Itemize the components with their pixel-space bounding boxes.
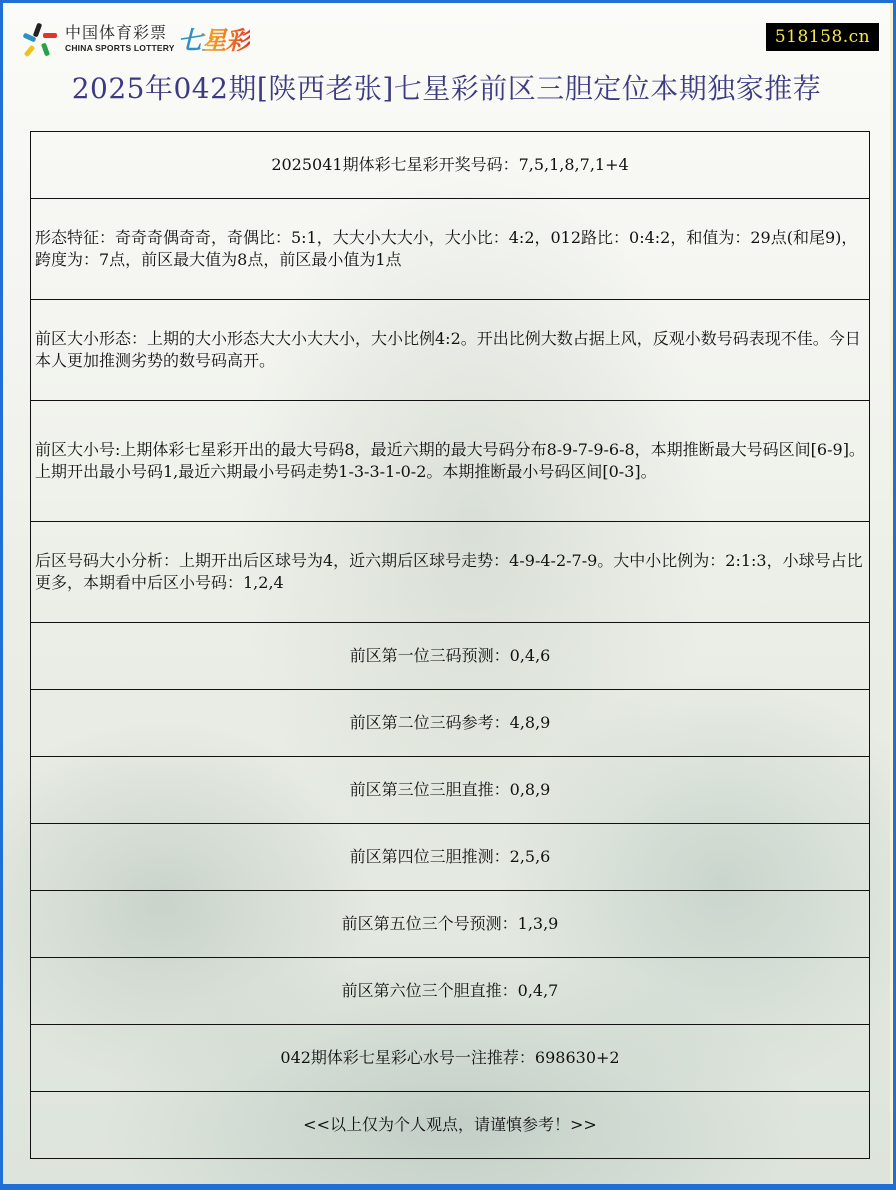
table-row xyxy=(31,522,870,623)
table-row xyxy=(31,1092,870,1159)
pattern-features: 形态特征：奇奇奇偶奇奇，奇偶比：5:1，大大小大大小，大小比：4:2，012路比：0:4:2，和值为：29点(和尾9)，跨度为：7点，前区最大值为8点，前区最小值为1点 xyxy=(31,199,870,300)
back-zone-analysis: 后区号码大小分析：上期开出后区球号为4，近六期后区球号走势：4-9-4-2-7-9。大中小比例为：2:1:3，小球号占比更多，本期看中后区小号码：1,2,4 xyxy=(31,522,870,623)
table-row xyxy=(31,891,870,958)
page-title: 2025年042期[陕西老张]七星彩前区三胆定位本期独家推荐 xyxy=(71,72,822,105)
position-4-prediction: 前区第四位三胆推测：2,5,6 xyxy=(31,824,870,891)
china-sports-lottery-logo xyxy=(21,21,250,57)
table-row xyxy=(31,958,870,1025)
table-row xyxy=(31,824,870,891)
prediction-table xyxy=(30,131,870,1159)
position-3-prediction: 前区第三位三胆直推：0,8,9 xyxy=(31,757,870,824)
position-6-prediction: 前区第六位三个胆直推：0,4,7 xyxy=(31,958,870,1025)
table-row xyxy=(31,401,870,522)
header xyxy=(3,3,890,61)
position-5-prediction: 前区第五位三个号预测：1,3,9 xyxy=(31,891,870,958)
page-frame xyxy=(3,3,893,1184)
site-domain-badge[interactable]: 518158.cn xyxy=(766,23,879,51)
front-size-pattern: 前区大小形态：上期的大小形态大大小大大小，大小比例4:2。开出比例大数占据上风，反观小数号码表现不佳。今日本人更加推测劣势的数号码高开。 xyxy=(31,300,870,401)
position-2-prediction: 前区第二位三码参考：4,8,9 xyxy=(31,690,870,757)
single-bet-recommendation: 042期体彩七星彩心水号一注推荐：698630+2 xyxy=(31,1025,870,1092)
table-row xyxy=(31,623,870,690)
last-draw-result: 2025041期体彩七星彩开奖号码：7,5,1,8,7,1+4 xyxy=(31,132,870,199)
table-row xyxy=(31,690,870,757)
table-row xyxy=(31,132,870,199)
logo-text xyxy=(65,25,175,53)
table-row xyxy=(31,1025,870,1092)
position-1-prediction: 前区第一位三码预测：0,4,6 xyxy=(31,623,870,690)
table-row xyxy=(31,300,870,401)
table-row xyxy=(31,199,870,300)
logo-english-name: CHINA SPORTS LOTTERY xyxy=(65,43,175,54)
table-row xyxy=(31,757,870,824)
qixingcai-brand: 七星彩 xyxy=(178,21,250,57)
front-max-min-analysis: 前区大小号:上期体彩七星彩开出的最大号码8，最近六期的最大号码分布8-9-7-9-6-8，本期推断最大号码区间[6-9]。上期开出最小号码1,最近六期最小号码走势1-3-3-1-0-2。本期推断最小号码区间[0-3]。 xyxy=(31,401,870,522)
disclaimer: <<以上仅为个人观点，请谨慎参考！>> xyxy=(31,1092,870,1159)
logo-chinese-name: 中国体育彩票 xyxy=(65,23,168,43)
lottery-star-icon xyxy=(21,21,61,57)
